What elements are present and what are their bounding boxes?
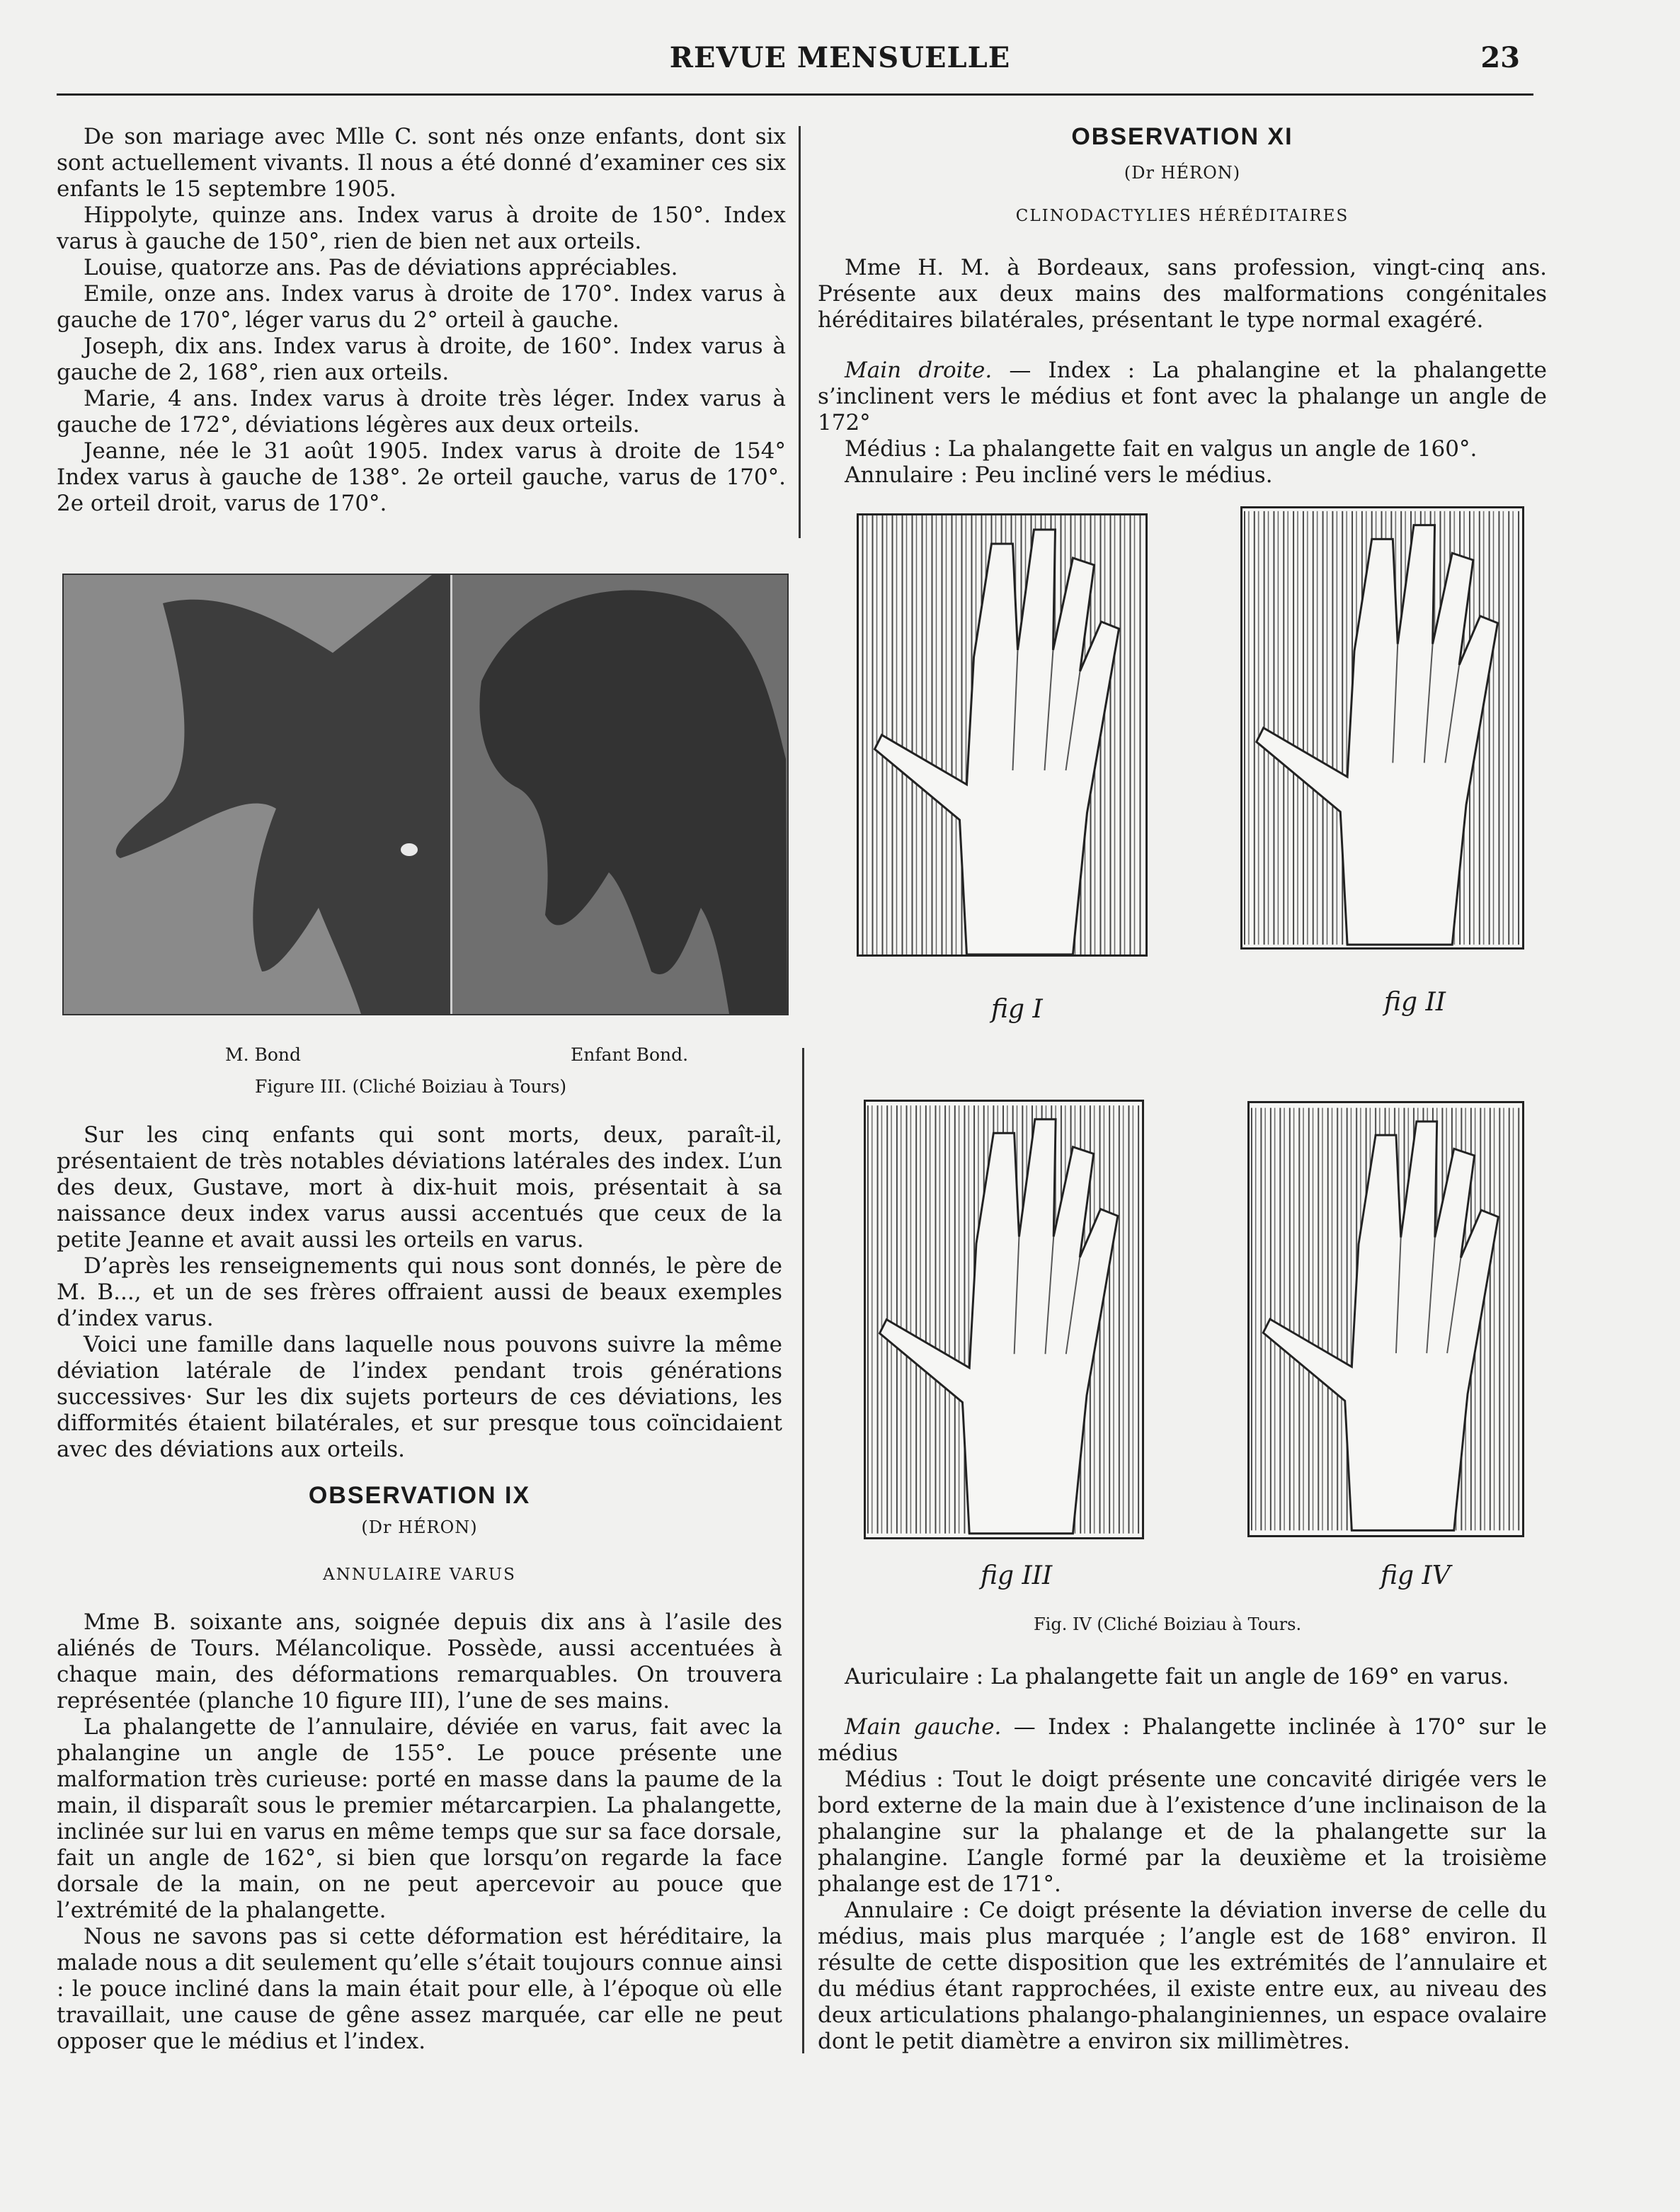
- figure-label-3: fig III: [981, 1561, 1053, 1590]
- figure-hand-1: [857, 513, 1148, 957]
- left-column-bottom: [57, 1122, 782, 2055]
- photo-divider: [450, 575, 452, 1014]
- figure-hand-3: [864, 1100, 1144, 1539]
- figure-hand-2: [1240, 506, 1524, 950]
- hand-drawing: [866, 1102, 1142, 1537]
- paragraph: Joseph, dix ans. Index varus à droite, de 160°. Index varus à gauche de 2, 168°, rien aux orteils.: [57, 333, 786, 385]
- main-gauche-text: — Index : Phalangette inclinée à 170° sur le médius: [818, 1714, 1548, 1766]
- paragraph: Marie, 4 ans. Index varus à droite très léger. Index varus à gauche de 172°, déviations légères aux deux orteils.: [57, 386, 786, 438]
- observation-xi-subtitle: CLINODACTYLIES HÉRÉDITAIRES: [1015, 207, 1349, 225]
- drawings-caption: Fig. IV (Cliché Boiziau à Tours.: [1034, 1614, 1302, 1634]
- column-divider: [799, 126, 801, 538]
- paragraph: Mme B. soixante ans, soignée depuis dix ans à l’asile des aliénés de Tours. Mélancolique. Possède, aussi accentuées à chaque main, des déformations remarquables. On trouvera représentée (planche 10 figure III), l’une de ses mains.: [57, 1609, 782, 1714]
- hand-drawing: [859, 515, 1145, 954]
- paragraph: Médius : Tout le doigt présente une concavité dirigée vers le bord externe de la main due à l’existence d’une inclinaison de la phalangine sur la phalange et de la phalangette sur la phalangine. L’angle formé par la deuxième et la troisième phalange est de 171°.: [818, 1767, 1547, 1897]
- paragraph: Sur les cinq enfants qui sont morts, deux, paraît-il, présentaient de très notables déviations latérales des index. L’un des deux, Gustave, mort à dix-huit mois, présentait à sa naissance deux index varus aussi accentués que ceux de la petite Jeanne et avait aussi les orteils en varus.: [57, 1122, 782, 1253]
- paragraph: Voici une famille dans laquelle nous pouvons suivre la même déviation latérale de l’index pendant trois générations successives· Sur les dix sujets porteurs de ces déviations, les difformités étaient bilatérales, et sur presque tous coïncidaient avec des déviations aux orteils.: [57, 1332, 782, 1462]
- running-head: REVUE MENSUELLE: [669, 41, 1011, 74]
- paragraph: [818, 358, 1547, 436]
- paragraph: De son mariage avec Mlle C. sont nés onze enfants, dont six sont actuellement vivants. Il nous a été donné d’examiner ces six enfants le 15 septembre 1905.: [57, 124, 786, 202]
- figure-label-4: fig IV: [1381, 1561, 1451, 1590]
- observation-ix-doctor: (Dr HÉRON): [361, 1517, 478, 1537]
- hand-photograph: [62, 574, 789, 1015]
- paragraph: Emile, onze ans. Index varus à droite de 170°. Index varus à gauche de 170°, léger varus du 2° orteil à gauche.: [57, 281, 786, 333]
- observation-xi-title: OBSERVATION XI: [1071, 123, 1293, 150]
- paragraph: [818, 1714, 1547, 1767]
- paragraph: Hippolyte, quinze ans. Index varus à droite de 150°. Index varus à gauche de 150°, rien de bien net aux orteils.: [57, 203, 786, 254]
- paragraph: D’après les renseignements qui nous sont donnés, le père de M. B..., et un de ses frères offraient aussi de beaux exemples d’index varus.: [57, 1253, 782, 1331]
- hands-photo-image: [64, 575, 787, 1014]
- page-number: 23: [1480, 41, 1520, 74]
- main-droite-text: — Index : La phalangine et la phalangette s’inclinent vers le médius et font avec la phalange un angle de 172°: [818, 358, 1547, 435]
- photo-caption-left: M. Bond: [225, 1044, 302, 1065]
- figure-hand-4: [1247, 1101, 1524, 1537]
- observation-ix-title: OBSERVATION IX: [308, 1482, 531, 1509]
- paragraph: Jeanne, née le 31 août 1905. Index varus à droite de 154° Index varus à gauche de 138°. 2e orteil gauche, varus de 170°. 2e orteil droit, varus de 170°.: [57, 438, 786, 516]
- paragraph: Auriculaire : La phalangette fait un angle de 169° en varus.: [845, 1664, 1509, 1689]
- figure-label-2: fig II: [1384, 988, 1446, 1017]
- paragraph: Annulaire : Ce doigt présente la déviation inverse de celle du médius, mais plus marquée ; l’angle est de 168° environ. Il résulte de cette disposition que les extrémités de l’annulaire et du médius étant rapprochées, il existe entre eux, au niveau des deux articulations phalango-phalanginiennes, un espace ovalaire dont le petit diamètre a environ six millimètres.: [818, 1898, 1547, 2054]
- paragraph: Annulaire : Peu incliné vers le médius.: [845, 462, 1273, 488]
- column-divider: [802, 1048, 804, 2053]
- figure-label-1: fig I: [991, 995, 1043, 1024]
- figure-caption: Figure III. (Cliché Boiziau à Tours): [255, 1076, 567, 1097]
- observation-ix-subtitle: ANNULAIRE VARUS: [323, 1566, 516, 1584]
- right-column: [818, 124, 1547, 489]
- paragraph: Mme H. M. à Bordeaux, sans profession, vingt-cinq ans. Présente aux deux mains des malformations congénitales héréditaires bilatérales, présentant le type normal exagéré.: [818, 255, 1547, 333]
- paragraph: Nous ne savons pas si cette déformation est héréditaire, la malade nous a dit seulement qu’elle s’était toujours connue ainsi : le pouce incliné dans la main était pour elle, à l’époque où elle travaillait, une cause de gêne assez marquée, car elle ne peut opposer que le médius et l’index.: [57, 1924, 782, 2054]
- paragraph: Médius : La phalangette fait en valgus un angle de 160°.: [845, 436, 1478, 462]
- paragraph: Louise, quatorze ans. Pas de déviations appréciables.: [84, 255, 678, 280]
- left-column-top: [57, 124, 786, 517]
- main-droite-label: Main droite.: [845, 358, 993, 383]
- hand-drawing: [1242, 508, 1522, 947]
- photo-caption-right: Enfant Bond.: [571, 1044, 689, 1065]
- right-column-continued: [818, 1664, 1547, 2055]
- hand-drawing: [1250, 1103, 1522, 1535]
- paragraph: La phalangette de l’annulaire, déviée en varus, fait avec la phalangine un angle de 155°. Le pouce présente une malformation très curieuse: porté en masse dans la paume de la main, il disparaît sous le premier métarcarpien. La phalangette, inclinée sur lui en varus en même temps que sur sa face dorsale, fait un angle de 162°, si bien que lorsqu’on regarde la face dorsale de la main, on ne peut apercevoir au pouce que l’extrémité de la phalangette.: [57, 1714, 782, 1923]
- observation-xi-doctor: (Dr HÉRON): [1124, 163, 1241, 183]
- main-gauche-label: Main gauche.: [845, 1714, 1002, 1740]
- header-rule: [57, 93, 1533, 96]
